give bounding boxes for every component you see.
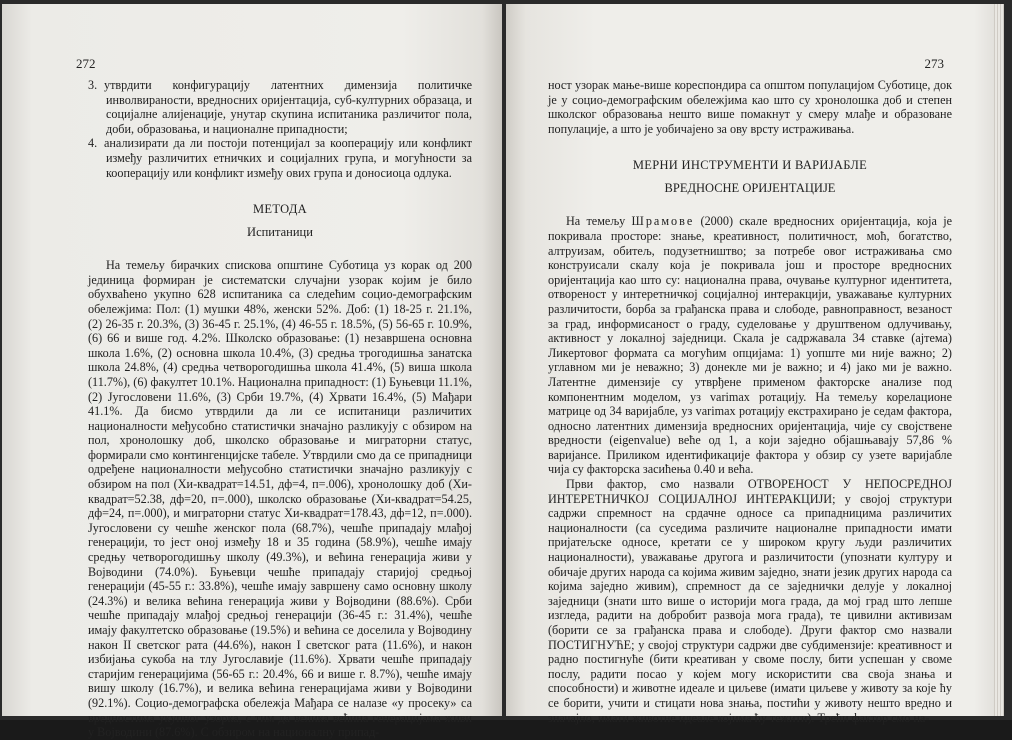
factors-paragraph: Први фактор, смо назвали ОТВОРЕНОСТ У НЕПОСРЕДНОЈ ИНТЕРЕТНИЧКОЈ СОЦИЈАЛНОЈ ИНТЕРАКЦИЈИ; у својој структури садржи спремност на срдачне односе са припадницима различитих националности (са суседима различите националне припадности имати пријатељске односе, кретати се у широком кругу људи различитих националности), уважавање другога и различитости (упознати културу и обичаје других народа са којима живим заједно, знати језик других народа са којима заједно живим), спремност да се заједнички делује у локалној заједници (знати што више о историји мога града, да мој град што лепше изгледа, радити на добробит развоја мога града), те цивилни активизам (борити се за грађанска права и слободе). Други фактор смо назвали ПОСТИГНУЋЕ; у својој структури садржи две субдимензије: креативност и радно постигнуће (бити креативан у своме послу, бити успешан у своме послу, радити посао у којем могу искористити сва своја знања и способности) и животне идеале и циљеве (имати циљеве у животу за које ћу се борити, учити и стицати нова знања, постићи у животу нешто вредно и значајно, имати животне идеале којима ћу тежити). Трећи фактор смо на- (548, 477, 952, 725)
paragraph-rest: (2000) скале вредносних оријентација, која је покривала просторе: знање, креативност, политичност, моћ, богатство, алтруизам, обитељ, подузетништво; за потребе овог истраживања смо конструисали скалу која је покривала још и просторе вредносних оријентација као што су: национална права, очување културног идентитета, отвореност у интеретничкој социјалној интеракцији, уважавање културних различитости, борба за грађанска права и слободе, равноправност, везаност за град, информисаност о граду, суделовање у друштвеном одлучивању, активност у локалној заједници. Скала је садржавала 34 ставке (ајтема) Ликертовог формата са могућим опцијама: 1) уопште ми није важно; 2) углавном ми је неважно; 3) донекле ми је важно; и 4) јако ми је важно. Латентне димензије су утврђене применом факторске анализе под компонентним моделом, уз varimax ротацију. На темељу корелационе матрице од 34 варијабле, уз varimax ротацију екстрахирано је седам фактора, односно латентних димензија вредносних оријентација, чије су својствене вредности (eigenvalue) веће од 1, а који заједно објашњавају 57,86 % варијансе. Приликом идентификације фактора у обзир су узете варијабле чија су факторска засићења 0.40 и већа. (548, 214, 952, 477)
value-scale-paragraph (548, 214, 952, 477)
list-item-text: утврдити конфигурацију латентних димензија политичке инволвираности, вредносних оријентација, суб-културних образаца, и социјалне алијенације, унутар скупина испитаника различитог пола, доби, образовања, и националне припадности; (104, 78, 472, 136)
continued-paragraph: ност узорак мање-више кореспондира са општом популацијом Суботице, док је у социо-демографским обележјима као што су хронолошка доб и степен школског образовања нешто више помакнут у смеру млађе и образоване популације, а што је уобичајено за ову врсту истраживања. (548, 78, 952, 136)
objectives-list (88, 78, 472, 180)
section-heading-method: МЕТОДА (253, 202, 307, 217)
right-page-body (548, 78, 952, 725)
right-page (506, 4, 1004, 725)
list-item-number: 3. (88, 78, 98, 92)
list-item (88, 78, 472, 136)
list-item (88, 136, 472, 180)
page-number-left: 272 (76, 56, 96, 71)
author-name: Шрамове (631, 214, 695, 229)
list-item-text: анализирати да ли постоји потенцијал за кооперацију или конфликт између различитих етничких и социјалних група, и могућности за кооперацију или конфликт између ових група и доносиоца одлука. (104, 136, 472, 180)
left-page (2, 4, 502, 740)
left-page-body (88, 78, 472, 740)
page-number-right: 273 (924, 56, 944, 71)
subjects-paragraph: На темељу бирачких спискова општине Суботица уз корак од 200 јединица формиран је систематски случајни узорак којим је било обухваћено укупно 628 испитаника са следећим социо-демографским обележјима: Пол: (1) мушки 48%, женски 52%. Доб: (1) 18-25 г. 21.1%, (2) 26-35 г. 20.3%, (3) 36-45 г. 25.1%, (4) 46-55 г. 18.5%, (5) 56-65 г. 10.9%, (6) 66 и више год. 4.2%. Школско образовање: (1) незавршена основна школа 1.6%, (2) основна школа 10.4%, (3) средња трогодишња занатска школа 24.8%, (4) средња четворогодишња школа 41.4%, (5) виша школа (11.7%), (6) факултет 10.1%. Национална припадност: (1) Буњевци 11.1%, (2) Југословени 11.6%, (3) Срби 19.7%, (4) Хрвати 16.4%, (5) Мађари 41.1%. Да бисмо утврдили да ли се испитаници различитих националности међусобно статистички значајно разликују с обзиром на пол, хронолошку доб, школско образовање и миграторни статус, формирали смо контингенцијске табеле. Утврдили смо да се припадници одређене националности међусобно статистички значајно разликују с обзиром на пол (Хи-квадрат=14.51, дф=4, п=.006), хронолошку доб (Хи-квадрат=52.38, дф=20, п=.000), школско образовање (Хи-квадрат=54.25, дф=24, п=.000), и миграторни статус Хи-квадрат=178.43, дф=12, п=.000). Југословени су чешће женског пола (68.7%), чешће припадају млађој генерацији, то јест оној између 18 и 35 година (58.9%), чешће имају средњу четворогодишњу школу (49.3%), и већина генерација живи у Војводини (74.0%). Буњевци чешће припадају старијој средњој генерацији (45-55 г.: 33.8%), чешће имају завршену само основну школу (24.3%) и велика већина генерација живи у Војводини (88.6%). Срби чешће припадају млађој средњој генерацији (36-45 г.: 31.4%), чешће имају факултетско образовање (19.5%) и већина се доселила у Војводину након II светског рата (44.6%), након I светског рата (11.6%), и након избијања сукоба на тлу Југославије (11.6%). Хрвати чешће припадају старијим генерацијима (56-65 г.: 20.4%, 66 и више г. 8.7%), чешће имају вишу школу (16.7%), и велика већина генерацијама живи у Војводини (92.1%). Социо-демографска обележја Мађара се налазе «у просеку» са вредностима укупног узорка, с тим да велика већина генерацијама живи у Војводини (87.6%). С обзиром на националну припад- (88, 258, 472, 740)
subsection-heading-subjects: Испитаници (247, 225, 313, 240)
paragraph-start: На темељу (566, 214, 632, 229)
subsection-heading-value-orientations: ВРЕДНОСНЕ ОРИЈЕНТАЦИЈЕ (664, 181, 836, 196)
section-heading-instruments: МЕРНИ ИНСТРУМЕНТИ И ВАРИЈАБЛЕ (632, 158, 868, 173)
list-item-number: 4. (88, 136, 98, 151)
